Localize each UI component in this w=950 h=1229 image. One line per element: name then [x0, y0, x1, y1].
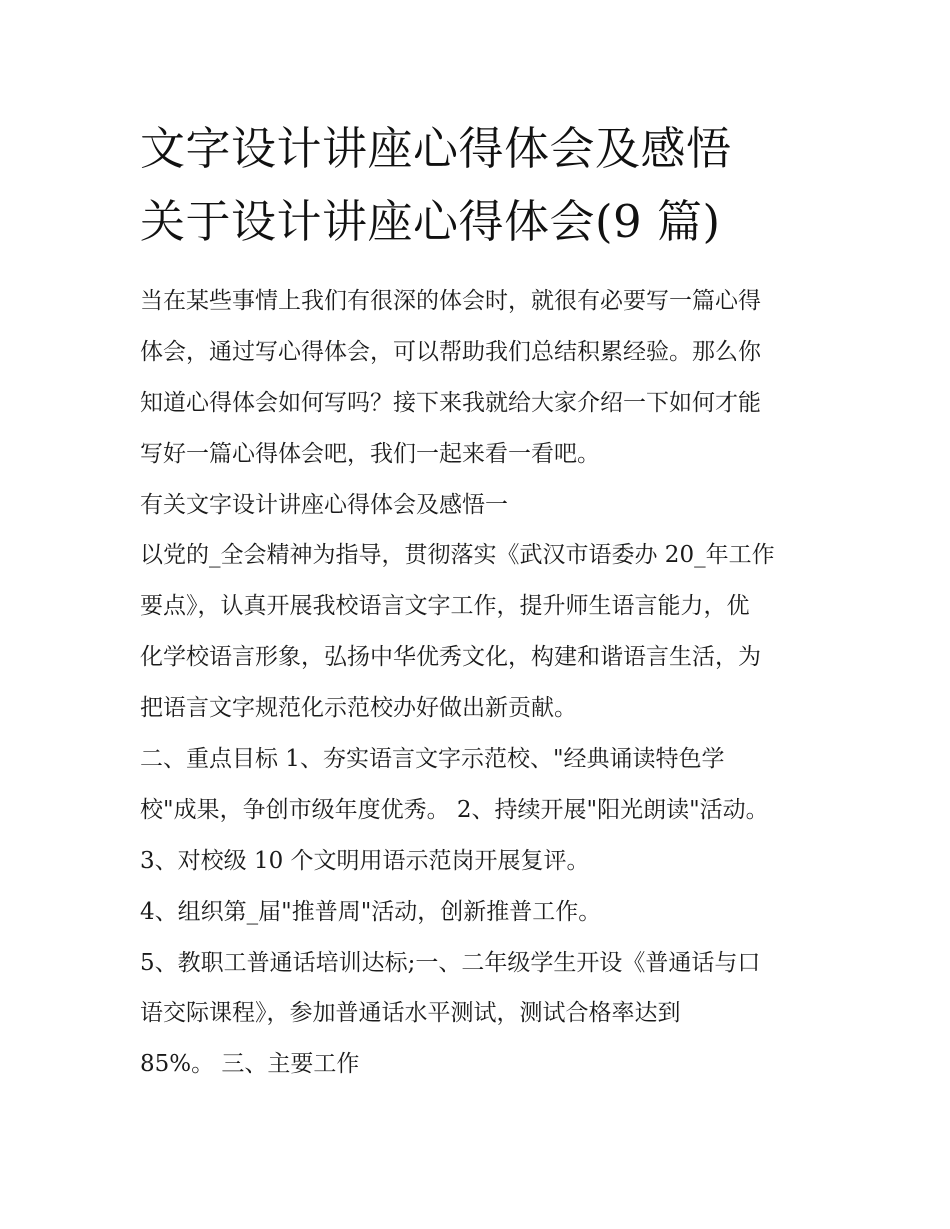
goals-line-3: 3、对校级 10 个文明用语示范岗开展复评。 [140, 847, 590, 874]
intro-line-4: 写好一篇心得体会吧，我们一起来看一看吧。 [140, 440, 600, 467]
title-line-2: 关于设计讲座心得体会(9 篇) [140, 195, 721, 248]
paragraph-line-2: 要点》，认真开展我校语言文字工作，提升师生语言能力，优 [140, 593, 750, 620]
section-heading: 有关文字设计讲座心得体会及感悟一 [140, 491, 508, 518]
goals-line-2: 校"成果，争创市级年度优秀。 2、持续开展"阳光朗读"活动。 [140, 796, 769, 823]
goals-line-5: 5、教职工普通话培训达标;一、二年级学生开设《普通话与口 [140, 949, 761, 976]
goals-line-6: 语交际课程》，参加普通话水平测试，测试合格率达到 [140, 1000, 681, 1027]
title-line-1: 文字设计讲座心得体会及感悟 [140, 122, 732, 175]
intro-line-1: 当在某些事情上我们有很深的体会时，就很有必要写一篇心得 [140, 288, 761, 314]
paragraph-line-3: 化学校语言形象，弘扬中华优秀文化，构建和谐语言生活，为 [140, 644, 761, 671]
intro-line-2: 体会，通过写心得体会，可以帮助我们总结积累经验。那么你 [140, 338, 761, 365]
goals-line-1: 二、重点目标 1、夯实语言文字示范校、"经典诵读特色学 [140, 746, 725, 773]
goals-line-7: 85%。 三、主要工作 [140, 1051, 360, 1078]
paragraph-line-1: 以党的_全会精神为指导，贯彻落实《武汉市语委办 20_年工作 [140, 542, 775, 569]
document-title [140, 112, 840, 258]
paragraph-line-4: 把语言文字规范化示范校办好做出新贡献。 [140, 695, 577, 722]
intro-line-3: 知道心得体会如何写吗？接下来我就给大家介绍一下如何才能 [140, 389, 761, 416]
goals-line-4: 4、组织第_届"推普周"活动，创新推普工作。 [140, 898, 602, 925]
document-body [140, 276, 820, 1090]
